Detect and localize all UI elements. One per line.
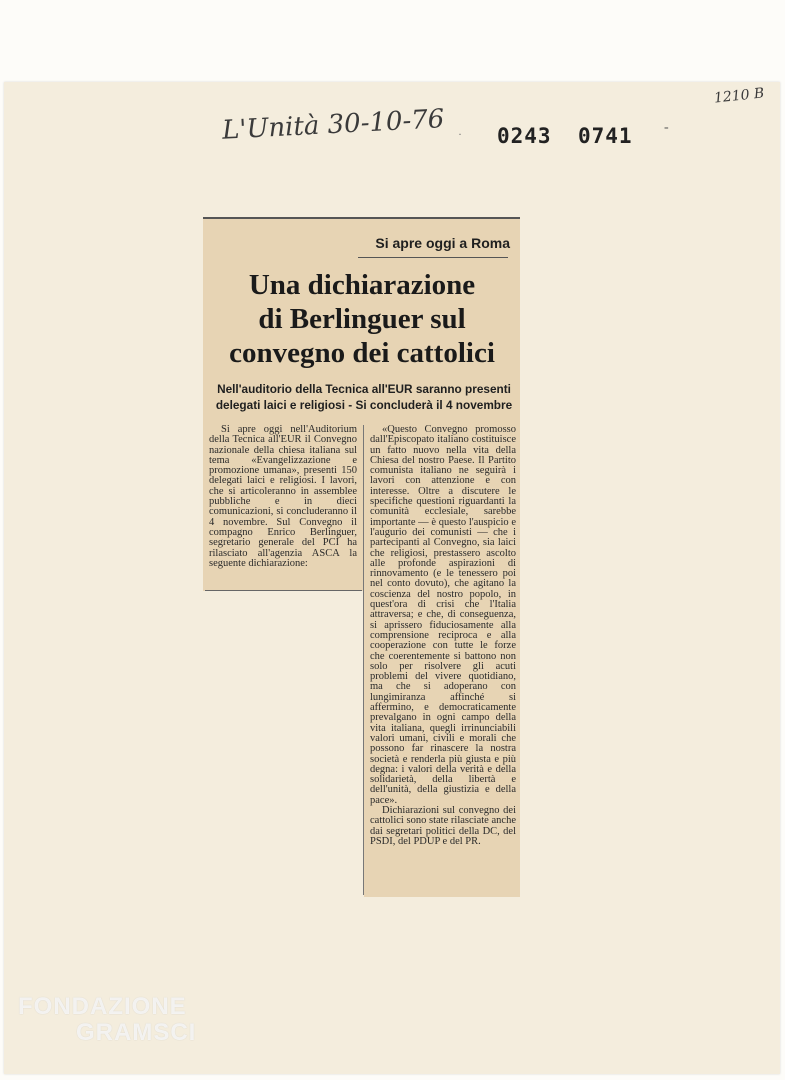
- pencil-tick: -: [664, 120, 669, 135]
- closing-paragraph: Dichiarazioni sul convegno dei cattolici sono state rilasciate anche dai segretari politici della DC, del PSDI, del PDUP e del PR.: [370, 804, 516, 847]
- headline-line-2: di Berlinguer sul: [258, 303, 466, 335]
- article-left-column: [209, 425, 357, 569]
- handwritten-source-date: L'Unità 30-10-76: [221, 104, 446, 146]
- clipping-top-rule: [203, 217, 520, 219]
- headline-line-3: convegno dei cattolici: [229, 337, 495, 369]
- left-column-paragraph: Si apre oggi nell'Auditorium della Tecnica all'EUR il Convegno nazionale della chiesa italiana sul tema «Evangelizzazione e promozione umana», presenti 150 delegati laici e religiosi. I lavori, che si articoleranno in assemblee pubbliche e in dieci comunicazioni, si concluderanno il 4 novembre. Sul Convegno il compagno Enrico Berlinguer, segretario generale del PCI ha rilasciato all'agenzia ASCA la seguente dichiarazione:: [209, 424, 357, 569]
- berlinguer-statement-paragraph: «Questo Convegno promosso dall'Episcopato italiano costituisce un fatto nuovo nella vita della Chiesa del nostro Paese. Il Partito comunista italiano ne seguirà i lavori con attenzione e con interesse. Oltre a discutere le specifiche questioni riguardanti la comunità ecclesiale, sarebbe importante — è questo l'auspicio e l'augurio dei comunisti — che i partecipanti al Convegno, sia laici che religiosi, prestassero ascolto alle profonde aspirazioni di rinnovamento (e le tenessero poi nel conto dovuto), che agitano la coscienza del nostro popolo, in quest'ora di crisi che l'Italia attraversa; e che, di conseguenza, si aprissero fiduciosamente alla comprensione reciproca e alla cooperazione con tutte le forze che coerentemente si battono non solo per risolvere gli acuti problemi del vivere quotidiano, ma che si adoperano con lungimiranza affinché si affermino, e democraticamente prevalgano in ogni campo della vita italiana, quegli irrinunciabili valori umani, civili e morali che possono far rinascere la nostra società e renderla più giusta e più degna: i valori della verità e della solidarietà, della libertà e dell'unità, della giustizia e della pace».: [370, 424, 516, 806]
- article-right-column: [370, 425, 516, 847]
- article-subheadline: [208, 381, 520, 413]
- handwritten-corner-note: 1210 B: [713, 85, 766, 107]
- left-column-end-rule: [205, 590, 362, 591]
- kicker-rule: [358, 257, 508, 258]
- article-headline: [206, 268, 518, 370]
- ink-dot: ·: [458, 127, 462, 141]
- watermark-line-1: FONDAZIONE: [18, 993, 187, 1020]
- archive-stamp-code-1: 0243: [497, 124, 552, 148]
- watermark-line-2: GRAMSCI: [76, 1019, 197, 1046]
- subhead-line-1: Nell'auditorio della Tecnica all'EUR saranno presenti: [217, 382, 511, 396]
- fondazione-gramsci-watermark: [18, 994, 196, 1046]
- headline-line-1: Una dichiarazione: [248, 269, 476, 301]
- article-kicker: Si apre oggi a Roma: [375, 235, 510, 251]
- column-divider: [363, 425, 364, 895]
- archive-stamp-code-2: 0741: [578, 124, 633, 148]
- subhead-line-2: delegati laici e religiosi - Si concluderà il 4 novembre: [215, 398, 513, 412]
